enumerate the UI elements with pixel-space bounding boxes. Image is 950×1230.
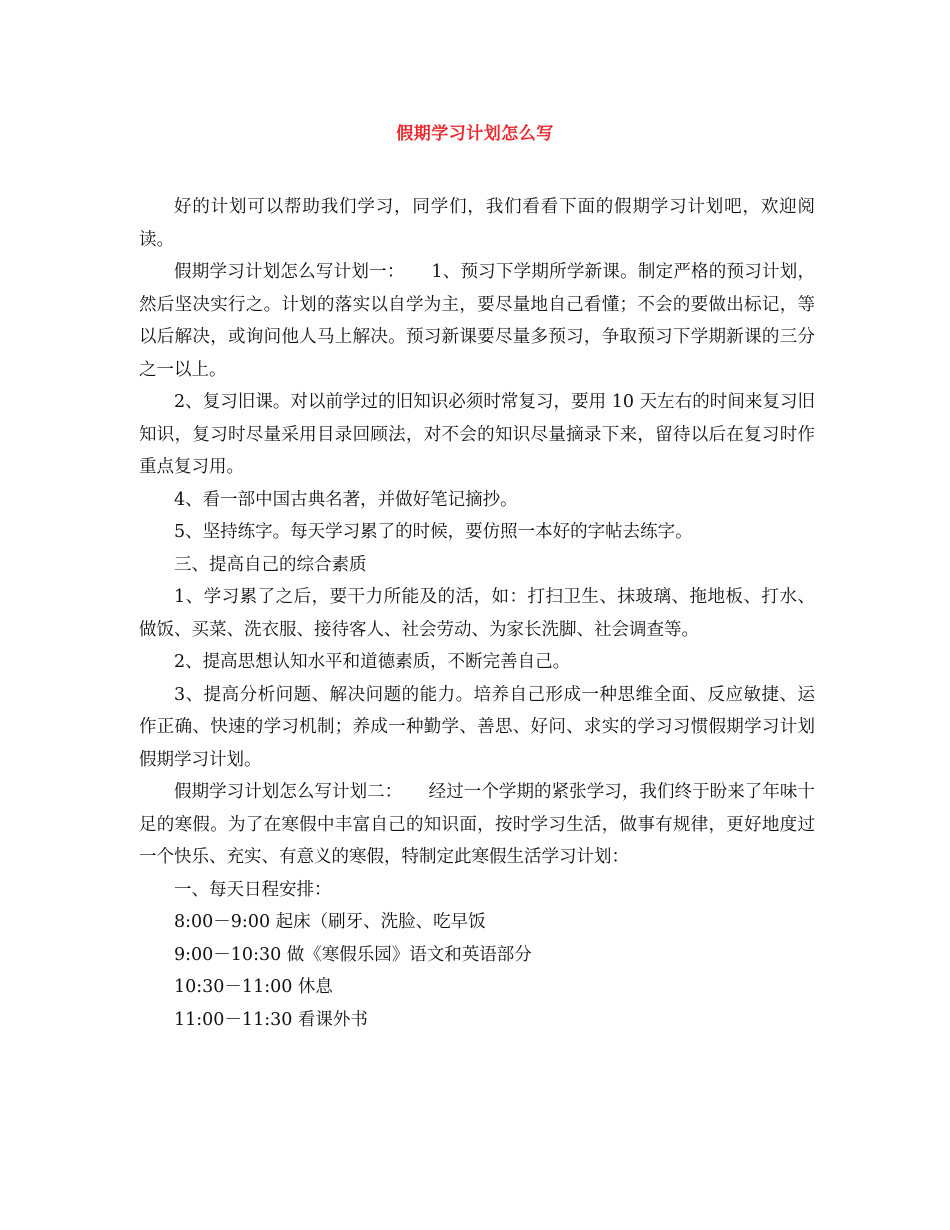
paragraph-morality: 2、提高思想认知水平和道德素质，不断完善自己。 <box>174 652 571 672</box>
paragraph-intro: 好的计划可以帮助我们学习，同学们，我们看看下面的假期学习计划吧，欢迎阅读。 <box>139 197 815 250</box>
schedule-item: 11:00－11:30 看课外书 <box>174 1009 368 1030</box>
document-title: 假期学习计划怎么写 <box>396 124 554 144</box>
section-heading-schedule: 一、每天日程安排： <box>174 879 332 900</box>
paragraph-chores: 1、学习累了之后，要干力所能及的活，如：打扫卫生、抹玻璃、拖地板、打水、做饭、买菜、洗衣服、接待客人、社会劳动、为家长洗脚、社会调查等。 <box>139 587 815 640</box>
schedule-item: 8:00－9:00 起床（刷牙、洗脸、吃早饭 <box>174 912 486 932</box>
paragraph-ability: 3、提高分析问题、解决问题的能力。培养自己形成一种思维全面、反应敏捷、运作正确、快速的学习机制；养成一种勤学、善思、好问、求实的学习习惯假期学习计划假期学习计划。 <box>139 684 815 770</box>
paragraph-plan-one: 假期学习计划怎么写计划一： 1、预习下学期所学新课。制定严格的预习计划，然后坚决实行之。计划的落实以自学为主，要尽量地自己看懂；不会的要做出标记，等以后解决，或询问他人马上解决。预习新课要尽量多预习，争取预习下学期新课的三分之一以上。 <box>139 262 815 380</box>
paragraph-plan-two: 假期学习计划怎么写计划二： 经过一个学期的紧张学习，我们终于盼来了年味十足的寒假。为了在寒假中丰富自己的知识面，按时学习生活，做事有规律，更好地度过一个快乐、充实、有意义的寒假，特制定此寒假生活学习计划： <box>139 782 815 867</box>
paragraph-classics: 4、看一部中国古典名著，并做好笔记摘抄。 <box>174 489 518 510</box>
section-heading-quality: 三、提高自己的综合素质 <box>174 554 367 575</box>
schedule-item: 10:30－11:00 休息 <box>174 977 333 997</box>
paragraph-calligraphy: 5、坚持练字。每天学习累了的时候，要仿照一本好的字帖去练字。 <box>174 522 693 542</box>
schedule-item: 9:00－10:30 做《寒假乐园》语文和英语部分 <box>174 944 532 965</box>
paragraph-review: 2、复习旧课。对以前学过的旧知识必须时常复习，要用 10 天左右的时间来复习旧知识，复习时尽量采用目录回顾法，对不会的知识尽量摘录下来，留待以后在复习时作重点复习用。 <box>139 392 815 477</box>
document-body <box>139 191 815 1036</box>
